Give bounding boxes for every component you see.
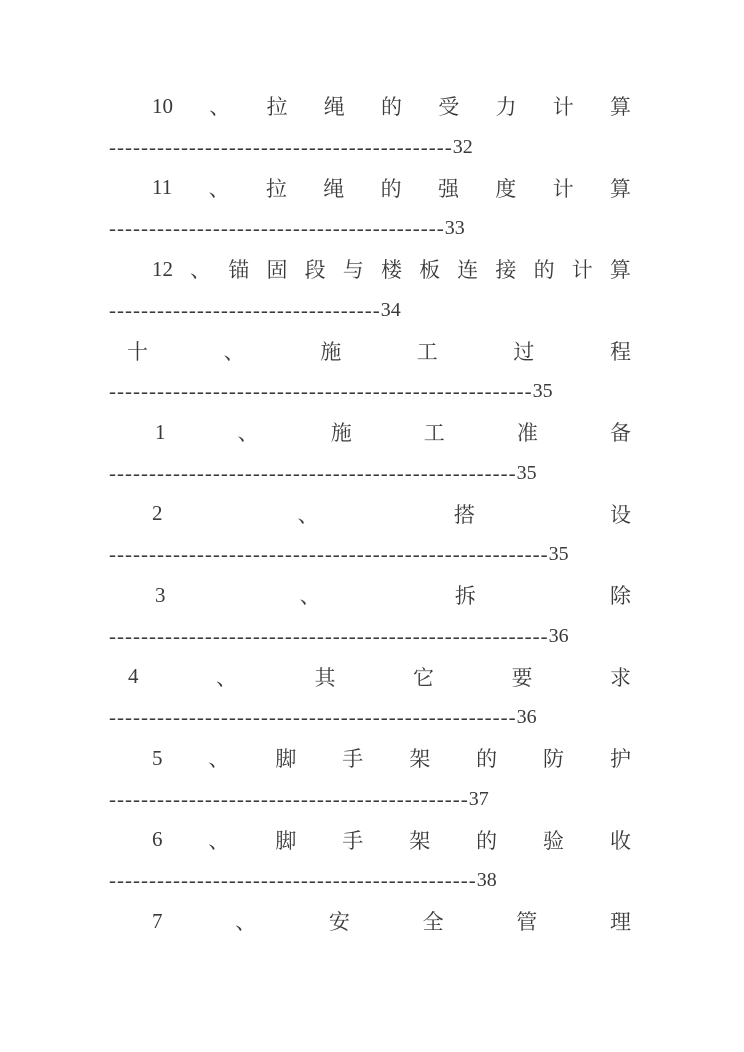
toc-entry-page-number: 32: [452, 135, 473, 158]
toc-title-char: 搭: [453, 502, 475, 527]
toc-title-char: 强: [437, 176, 459, 201]
leader-dashes: ------------------------------------------: [109, 216, 445, 241]
toc-title-char: 接: [495, 258, 517, 283]
toc-entry: [109, 901, 631, 942]
toc-title-char: 管: [516, 910, 538, 935]
toc-title-char: 要: [511, 665, 533, 690]
toc-title-char: 计: [552, 95, 574, 120]
toc-title-char: 工: [416, 339, 438, 364]
toc-title-char: 工: [423, 421, 445, 446]
leader-dashes: ---------------------------------------------------: [109, 460, 517, 485]
toc-entry: [109, 86, 631, 168]
leader-dashes: -----------------------------------------------------: [109, 379, 533, 404]
toc-title-char: 脚: [275, 747, 297, 772]
leader-dashes: -------------------------------------------------------: [109, 542, 549, 567]
toc-entry: [109, 575, 631, 657]
toc-entry-leader-line: [109, 697, 631, 738]
toc-entry-leader-line: [109, 290, 631, 331]
toc-title-char: 的: [381, 95, 402, 120]
toc-entry-title: [155, 575, 631, 616]
toc-title-char: 架: [409, 747, 431, 772]
toc-title-char: 的: [476, 747, 498, 772]
toc-title-char: 过: [513, 339, 535, 364]
toc-title-char: 准: [516, 421, 538, 446]
toc-entry-title: [152, 249, 631, 290]
toc-title-char: 、: [299, 584, 321, 609]
toc-title-char: 锚: [228, 258, 250, 283]
toc-title-char: 2: [152, 501, 163, 526]
toc-entry-page-number: 38: [476, 869, 497, 892]
toc-title-char: 程: [609, 339, 631, 364]
toc-entry-leader-line: [109, 453, 631, 494]
toc-title-char: 的: [533, 258, 555, 283]
toc-entry-leader-line: [109, 860, 631, 901]
toc-title-char: 算: [609, 176, 631, 201]
toc-title-char: 10: [152, 93, 173, 118]
toc-entry: [109, 249, 631, 331]
toc-entry-page-number: 37: [468, 787, 489, 810]
toc-entry: [109, 494, 631, 576]
toc-title-char: 连: [457, 258, 479, 283]
toc-title-char: 、: [237, 421, 259, 446]
leader-dashes: ----------------------------------: [109, 297, 381, 322]
toc-title-char: 、: [209, 95, 231, 120]
leader-dashes: ----------------------------------------------: [109, 868, 477, 893]
toc-title-char: 护: [609, 747, 631, 772]
toc-title-char: 脚: [275, 828, 297, 853]
toc-title-char: 、: [297, 502, 319, 527]
toc-title-char: 十: [127, 339, 148, 364]
toc-title-char: 5: [152, 745, 163, 770]
toc-entry-title: [128, 657, 631, 698]
toc-entry-leader-line: [109, 208, 631, 249]
toc-title-char: 、: [190, 258, 212, 283]
toc-title-char: 验: [543, 828, 565, 853]
toc-entry-page-number: 36: [548, 624, 569, 647]
toc-entry-title: [152, 168, 631, 209]
toc-title-char: 拉: [265, 176, 287, 201]
toc-title-char: 除: [609, 584, 631, 609]
toc-entry-leader-line: [109, 127, 631, 168]
toc-title-char: 全: [422, 910, 444, 935]
toc-title-char: 7: [152, 908, 163, 933]
toc-title-char: 施: [320, 339, 342, 364]
toc-title-char: 、: [208, 747, 230, 772]
toc-entry-leader-line: [109, 371, 631, 412]
toc-title-char: 4: [128, 664, 139, 689]
toc-entry: [109, 331, 631, 413]
toc-entry-leader-line: [109, 779, 631, 820]
toc-title-char: 手: [342, 828, 364, 853]
toc-title-char: 的: [476, 828, 498, 853]
toc-title-char: 理: [609, 910, 631, 935]
toc-title-char: 、: [208, 828, 230, 853]
toc-title-char: 绳: [323, 95, 345, 120]
toc-entry-title: [127, 331, 631, 372]
toc-entry-page-number: 35: [532, 380, 553, 403]
toc-entry-title: [152, 820, 631, 861]
toc-title-char: 施: [330, 421, 352, 446]
toc-title-char: 安: [328, 910, 350, 935]
toc-entry: [109, 657, 631, 739]
toc-title-char: 其: [314, 665, 336, 690]
toc-title-char: 受: [438, 95, 460, 120]
toc-entry-title: [152, 901, 631, 942]
toc-title-char: 防: [543, 747, 565, 772]
toc-title-char: 算: [610, 95, 631, 120]
toc-title-char: 1: [155, 419, 166, 444]
leader-dashes: -------------------------------------------------------: [109, 623, 549, 648]
toc-entry-title: [155, 412, 631, 453]
leader-dashes: ---------------------------------------------: [109, 786, 469, 811]
leader-dashes: ---------------------------------------------------: [109, 705, 517, 730]
toc-title-char: 手: [342, 747, 364, 772]
toc-title-char: 拉: [266, 95, 288, 120]
toc-title-char: 12: [152, 256, 173, 281]
toc-title-char: 楼: [380, 258, 402, 283]
leader-dashes: -------------------------------------------: [109, 134, 453, 159]
toc-title-char: 板: [419, 258, 441, 283]
toc-title-char: 、: [208, 176, 230, 201]
toc-title-char: 它: [413, 665, 434, 690]
toc-title-char: 力: [495, 95, 517, 120]
toc-title-char: 11: [152, 175, 173, 200]
toc-entry: [109, 820, 631, 902]
toc-entry-page-number: 35: [548, 543, 569, 566]
toc-entry-page-number: 35: [516, 461, 537, 484]
toc-title-char: 拆: [454, 584, 476, 609]
toc-entry-title: [152, 494, 631, 535]
toc-entry-page-number: 34: [380, 298, 401, 321]
toc-entry-page-number: 36: [516, 706, 537, 729]
toc-title-char: 与: [342, 258, 364, 283]
toc-title-char: 段: [304, 258, 326, 283]
toc-title-char: 、: [235, 910, 257, 935]
toc-entry-title: [152, 738, 631, 779]
toc-entry: [109, 412, 631, 494]
toc-title-char: 求: [610, 665, 631, 690]
toc-entry-leader-line: [109, 616, 631, 657]
toc-entry-title: [152, 86, 631, 127]
toc-title-char: 绳: [323, 176, 345, 201]
toc-title-char: 备: [609, 421, 631, 446]
toc-title-char: 计: [552, 176, 574, 201]
toc-entry-leader-line: [109, 534, 631, 575]
toc-entry: [109, 168, 631, 250]
toc-title-char: 收: [609, 828, 631, 853]
toc-title-char: 6: [152, 827, 163, 852]
toc-title-char: 算: [609, 258, 631, 283]
toc-title-char: 的: [380, 176, 402, 201]
toc-title-char: 架: [409, 828, 431, 853]
toc-title-char: 固: [266, 258, 288, 283]
toc-title-char: 度: [495, 176, 517, 201]
toc-title-char: 、: [216, 665, 237, 690]
toc-entry: [109, 738, 631, 820]
toc-title-char: 设: [609, 502, 631, 527]
toc-title-char: 计: [571, 258, 593, 283]
toc-title-char: 、: [223, 339, 245, 364]
toc-title-char: 3: [155, 582, 166, 607]
toc-entry-page-number: 33: [444, 217, 465, 240]
table-of-contents: [109, 86, 631, 942]
